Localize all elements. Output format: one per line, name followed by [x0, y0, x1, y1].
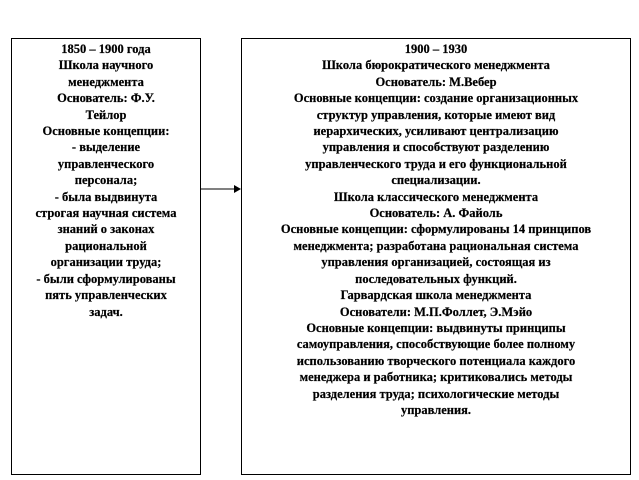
- right-box-line: специализации.: [391, 173, 481, 188]
- period-1900-1930-box: [241, 38, 631, 475]
- left-box-line: Основные концепции:: [42, 124, 170, 139]
- right-box-line: Основатель: А. Файоль: [369, 206, 503, 221]
- left-box-line: задач.: [89, 304, 123, 319]
- left-box-line: пять управленческих: [45, 288, 167, 303]
- right-box-line: Основные концепции: сформулированы 14 принципов: [280, 222, 592, 237]
- right-box-line: последовательных функций.: [355, 271, 517, 286]
- right-box-line: Основатель: М.Вебер: [375, 74, 497, 89]
- right-box-line: использованию творческого потенциала каждого: [296, 353, 576, 368]
- right-box-line: самоуправления, способствующие более полному: [296, 337, 576, 352]
- left-box-line: персонала;: [74, 173, 138, 188]
- left-box-line: знаний о законах: [57, 222, 155, 237]
- left-box-line: Тейлор: [85, 107, 127, 122]
- period-1850-1900-box: [11, 38, 201, 475]
- right-box-line: менеджера и работника; критиковались методы: [299, 370, 573, 385]
- left-box-line: управленческого: [57, 156, 155, 171]
- left-box-line: Основатель: Ф.У.: [57, 91, 155, 106]
- right-box-line: управленческого труда и его функциональной: [305, 156, 567, 171]
- right-box-line: Школа бюрократического менеджмента: [322, 58, 550, 73]
- right-box-line: Школа классического менеджмента: [333, 189, 539, 204]
- left-box-line: менеджмента: [68, 74, 144, 89]
- right-box-line: Основатели: М.П.Фоллет, Э.Мэйо: [339, 304, 533, 319]
- left-box-line: - была выдвинута: [54, 189, 158, 204]
- left-box-line: рациональной: [65, 238, 147, 253]
- left-box-line: организации труда;: [50, 255, 162, 270]
- right-box-line: менеджмента; разработана рациональная система: [293, 238, 579, 253]
- right-box-line: 1900 – 1930: [404, 42, 468, 56]
- right-box-line: управления.: [400, 402, 472, 417]
- right-box-line: Основные концепции: создание организационных: [293, 91, 579, 106]
- left-box-line: 1850 – 1900 года: [61, 42, 151, 56]
- left-box-line: - выделение: [71, 140, 141, 155]
- right-box-line: управления организацией, состоящая из: [321, 255, 551, 270]
- left-box-line: строгая научная система: [35, 206, 177, 221]
- connector-arrow-icon: [201, 182, 241, 196]
- left-box-line: - были сформулированы: [36, 271, 176, 286]
- right-box-line: структур управления, которые имеют вид: [316, 107, 556, 122]
- right-box-line: иерархических, усиливают централизацию: [313, 124, 559, 139]
- left-box-line: Школа научного: [58, 58, 154, 73]
- right-box-line: Основные концепции: выдвинуты принципы: [306, 320, 566, 335]
- right-box-line: управления и способствуют разделению: [322, 140, 550, 155]
- right-box-line: разделения труда; психологические методы: [312, 386, 560, 401]
- right-box-line: Гарвардская школа менеджмента: [340, 288, 532, 303]
